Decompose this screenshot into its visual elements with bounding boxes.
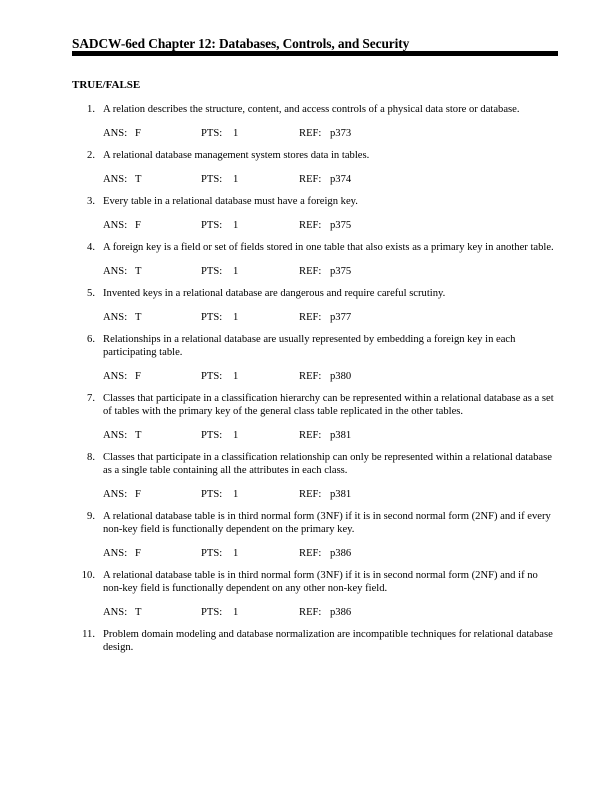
ans-label: ANS: xyxy=(103,371,128,382)
question-text: A foreign key is a field or set of fields stored in one table that also exists as a primary key in another table. xyxy=(103,242,554,253)
answer-row xyxy=(103,127,558,140)
ref-label: REF: xyxy=(299,548,322,559)
pts-value: 1 xyxy=(233,371,239,382)
ref-value: p380 xyxy=(330,371,352,382)
question-item xyxy=(72,510,558,560)
pts-label: PTS: xyxy=(201,371,223,382)
answer-row xyxy=(103,547,558,560)
ans-value: F xyxy=(135,220,141,231)
question-text: A relational database table is in third normal form (3NF) if it is in second normal form (2NF) and if no non-key field is functionally dependent on any other non-key field. xyxy=(103,570,538,594)
question-text: A relational database management system stores data in tables. xyxy=(103,150,370,161)
pts-value: 1 xyxy=(233,489,239,500)
question-item xyxy=(72,103,558,140)
pts-value: 1 xyxy=(233,430,239,441)
question-text: A relational database table is in third normal form (3NF) if it is in second normal form (2NF) and if every non-key field is functionally dependent on the primary key. xyxy=(103,511,551,535)
pts-label: PTS: xyxy=(201,607,223,618)
question-text: Classes that participate in a classification relationship can only be represented within a relational database as a single table containing all the attributes in each class. xyxy=(103,452,552,476)
ref-label: REF: xyxy=(299,607,322,618)
ref-value: p381 xyxy=(330,489,352,500)
pts-value: 1 xyxy=(233,266,239,277)
ans-label: ANS: xyxy=(103,220,128,231)
question-number: 10. xyxy=(81,570,95,581)
question-number: 5. xyxy=(87,288,95,299)
pts-value: 1 xyxy=(233,312,239,323)
question-item xyxy=(72,333,558,383)
ref-value: p375 xyxy=(330,220,352,231)
answer-row xyxy=(103,219,558,232)
ans-label: ANS: xyxy=(103,266,128,277)
ref-label: REF: xyxy=(299,371,322,382)
question-text: Invented keys in a relational database are dangerous and require careful scrutiny. xyxy=(103,288,446,299)
ref-value: p374 xyxy=(330,174,352,185)
question-item xyxy=(72,287,558,324)
ref-value: p373 xyxy=(330,128,352,139)
ref-label: REF: xyxy=(299,489,322,500)
question-text: Relationships in a relational database are usually represented by embedding a foreign key in each participating table. xyxy=(103,334,516,358)
ref-value: p386 xyxy=(330,607,352,618)
document-title: SADCW-6ed Chapter 12: Databases, Controls, and Security xyxy=(72,36,410,51)
ref-label: REF: xyxy=(299,312,322,323)
ans-label: ANS: xyxy=(103,548,128,559)
ans-value: F xyxy=(135,548,141,559)
question-number: 1. xyxy=(87,104,95,115)
pts-label: PTS: xyxy=(201,128,223,139)
question-number: 7. xyxy=(87,393,95,404)
ans-label: ANS: xyxy=(103,174,128,185)
ref-label: REF: xyxy=(299,220,322,231)
question-text: A relation describes the structure, content, and access controls of a physical data store or database. xyxy=(103,104,520,115)
question-number: 8. xyxy=(87,452,95,463)
pts-value: 1 xyxy=(233,220,239,231)
question-number: 3. xyxy=(87,196,95,207)
ans-value: F xyxy=(135,489,141,500)
ans-label: ANS: xyxy=(103,607,128,618)
ref-value: p375 xyxy=(330,266,352,277)
ref-label: REF: xyxy=(299,128,322,139)
pts-label: PTS: xyxy=(201,312,223,323)
question-item xyxy=(72,195,558,232)
pts-label: PTS: xyxy=(201,266,223,277)
ans-label: ANS: xyxy=(103,430,128,441)
pts-label: PTS: xyxy=(201,174,223,185)
question-number: 4. xyxy=(87,242,95,253)
pts-label: PTS: xyxy=(201,489,223,500)
ref-value: p377 xyxy=(330,312,352,323)
question-item xyxy=(72,451,558,501)
ans-value: F xyxy=(135,128,141,139)
question-number: 9. xyxy=(87,511,95,522)
question-item xyxy=(72,392,558,442)
pts-value: 1 xyxy=(233,128,239,139)
question-item xyxy=(72,241,558,278)
answer-row xyxy=(103,265,558,278)
question-text: Problem domain modeling and database normalization are incompatible techniques for relational database design. xyxy=(103,629,553,653)
question-text: Every table in a relational database must have a foreign key. xyxy=(103,196,358,207)
section-heading: TRUE/FALSE xyxy=(72,79,141,91)
pts-label: PTS: xyxy=(201,430,223,441)
question-number: 6. xyxy=(87,334,95,345)
question-list xyxy=(72,103,558,663)
ans-value: T xyxy=(135,174,142,185)
answer-row xyxy=(103,370,558,383)
ans-label: ANS: xyxy=(103,489,128,500)
ans-value: T xyxy=(135,312,142,323)
question-number: 11. xyxy=(82,629,95,640)
pts-value: 1 xyxy=(233,548,239,559)
pts-value: 1 xyxy=(233,174,239,185)
ans-value: F xyxy=(135,371,141,382)
question-text: Classes that participate in a classification hierarchy can be represented within a relational database as a set of tables with the primary key of the general class table replicated in the other tables. xyxy=(103,393,554,417)
ref-value: p386 xyxy=(330,548,352,559)
answer-row xyxy=(103,606,558,619)
question-item xyxy=(72,569,558,619)
ref-label: REF: xyxy=(299,430,322,441)
ref-label: REF: xyxy=(299,174,322,185)
ref-label: REF: xyxy=(299,266,322,277)
pts-value: 1 xyxy=(233,607,239,618)
pts-label: PTS: xyxy=(201,220,223,231)
title-divider xyxy=(72,51,558,56)
answer-row xyxy=(103,173,558,186)
ans-value: T xyxy=(135,607,142,618)
question-item xyxy=(72,149,558,186)
ref-value: p381 xyxy=(330,430,352,441)
ans-label: ANS: xyxy=(103,312,128,323)
question-item xyxy=(72,628,558,654)
ans-value: T xyxy=(135,430,142,441)
answer-row xyxy=(103,488,558,501)
ans-label: ANS: xyxy=(103,128,128,139)
answer-row xyxy=(103,429,558,442)
ans-value: T xyxy=(135,266,142,277)
question-number: 2. xyxy=(87,150,95,161)
pts-label: PTS: xyxy=(201,548,223,559)
answer-row xyxy=(103,311,558,324)
